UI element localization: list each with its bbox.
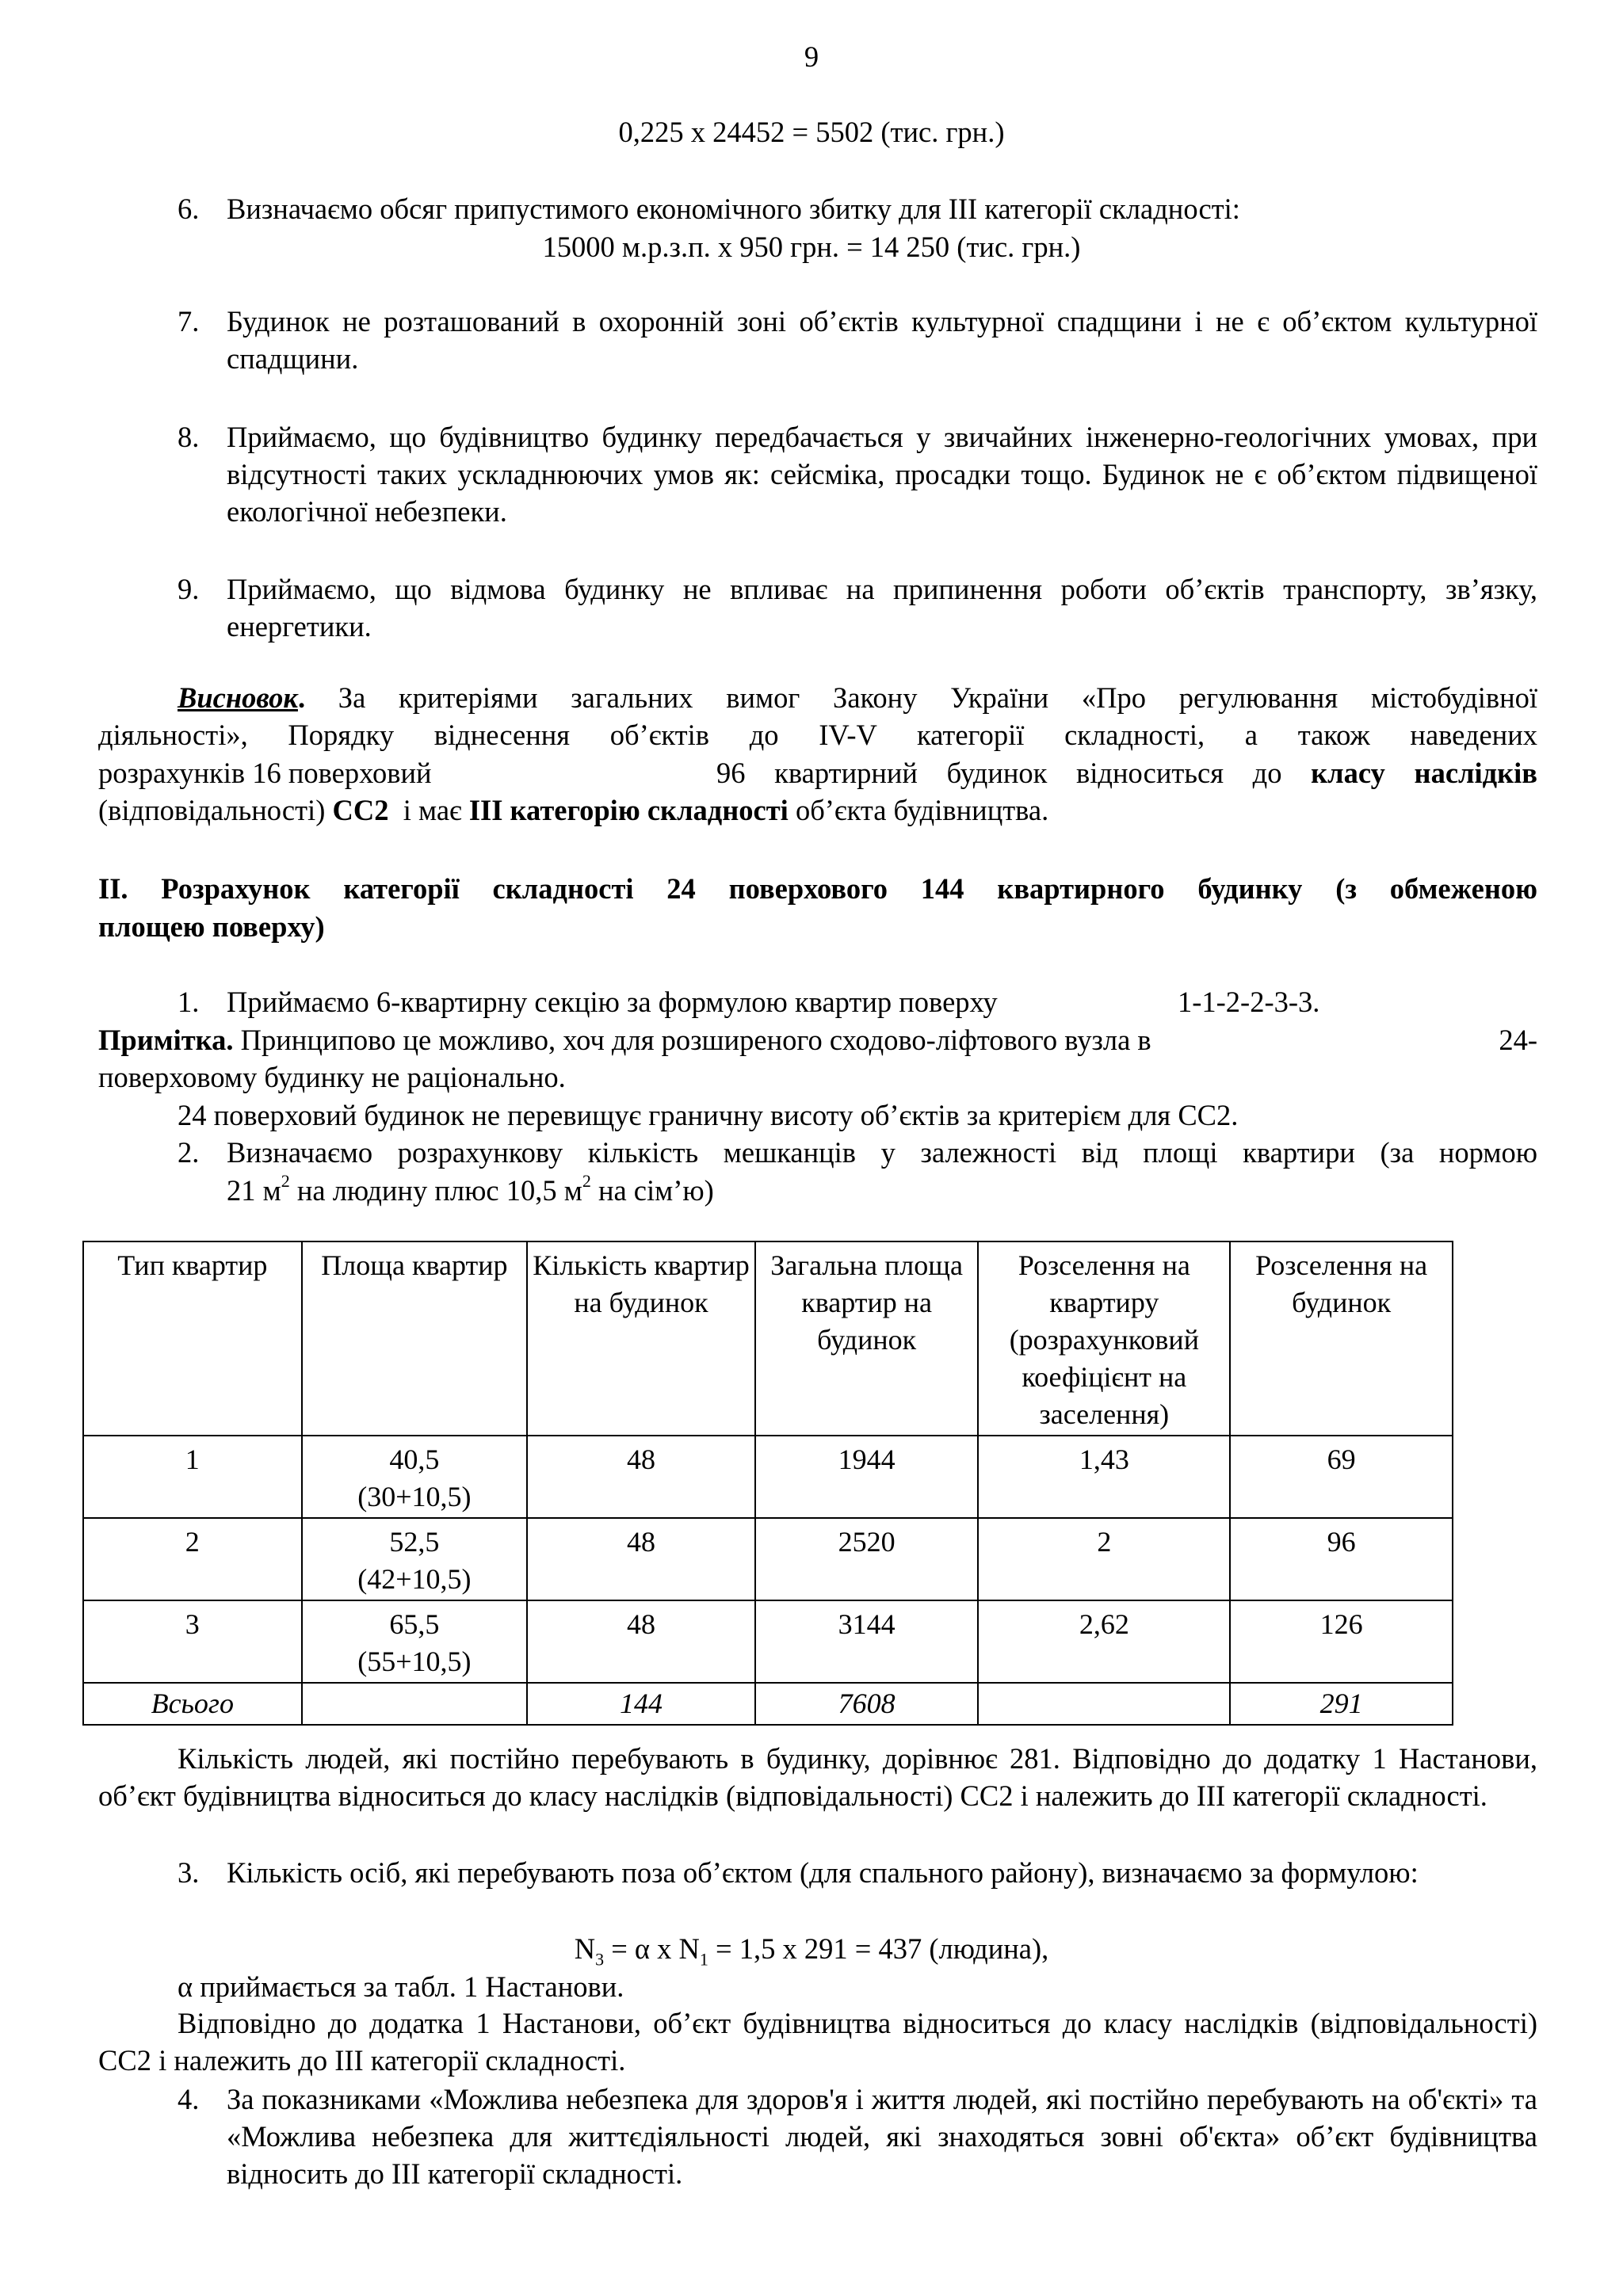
table-cell-area: 52,5 (42+10,5) [302, 1518, 528, 1600]
alpha-line: α приймається за табл. 1 Настанови. [178, 1970, 624, 2003]
note-line2: поверховому будинку не раціонально. [98, 1061, 566, 1093]
cc2-class: СС2 [332, 794, 389, 826]
s2-item3-text: Кількість осіб, які перебувають поза об’єктом (для спального району), визначаємо за формулою: [227, 1856, 1419, 1889]
item7-text: Будинок не розташований в охоронній зоні об’єктів культурної спадщини і не є об’єктом культурної спадщини. [227, 305, 1537, 375]
item7-number: 7. [178, 305, 200, 338]
conclusion-line1: Висновок. За критеріями загальних вимог Закону України «Про регулювання містобудівної [178, 681, 1538, 714]
table-cell-total-area: 2520 [755, 1518, 979, 1600]
table-header-cell: Площа квартир [302, 1241, 528, 1436]
s2-item1-number: 1. [178, 986, 200, 1018]
s2-item1-text: Приймаємо 6-квартирну секцію за формулою квартир поверху [227, 986, 998, 1018]
people-paragraph: Кількість людей, які постійно перебувають в будинку, дорівнює 281. Відповідно до додатку 1 Настанови, об’єкт будівництва відноситься до класу наслідків (відповідальності) СС2 і належить до ІІІ категорії складності. [98, 1742, 1537, 1812]
table-total-area: 7608 [755, 1683, 979, 1725]
item6-text: Визначаємо обсяг припустимого економічного збитку для ІІІ категорії складності: [227, 193, 1240, 225]
table-header-row [83, 1241, 1453, 1436]
note-line1: Примітка. Принципово це можливо, хоч для розширеного сходово-ліфтового вузла в 24- [98, 1024, 1537, 1056]
document-page: 9 0,225 х 24452 = 5502 (тис. грн.) 6. Визначаємо обсяг припустимого економічного збитку для ІІІ категорії складності: 15000 м.р.з.п. х 950 грн. = 14 250 (тис. грн.) 7. Будинок не розташований в охоронній зоні об’єктів культурної спадщини і не є об’єктом культурної спадщини. 8. Приймаємо, що будівництво будинку передбачається у звичайних інженерно-геологічних умовах, при відсутності таких ускладнюючих умов як: сейсміка, просадки тощо. Будинок не є об’єктом підвищеної екологічної небезпеки. 9. Приймаємо, що відмова будинку не впливає на припинення роботи об’єктів транспорту, зв’язку, енергетики. Висновок. За критеріями загальних вимог Закону України «Про регулювання містобудівної діяльності», Порядку віднесення об’єктів до IV-V категорії складності, а також наведених розрахунків 16 поверховий 96 квартирний будинок відноситься до класу наслідків (відповідальності) СС2 і має ІІІ категорію складності об’єкта будівництва. ІІ. Розрахунок категорії складності 24 поверхового 144 квартирного будинку (з обмеженою площею поверху) 1. Приймаємо 6-квартирну секцію за формулою квартир поверху 1-1-2-2-3-3. Примітка. Принципово це можливо, хоч для розширеного сходово-ліфтового вузла в 24- поверховому будинку не раціонально. 24 поверховий будинок не перевищує граничну висоту об’єктів за критерієм для СС2. 2. Визначаємо розрахункову кількість мешканців у залежності від площі квартири (за нормою 21 $м^2$ на людину плюс 10,5 $м^2$ на сім’ю) Тип квартир Площа квартир Кількість квартир на будинок Загальна площа квартир на будинок Розселення на квартиру (розрахунковий коефіцієнт на заселення) Розселення на будинок 1 40,5 (30+10,5) 48 1944 1,43 69 2 52,5 (42+10,5) 48 2520 2 96 3 65,5 (55+10,5) 48 3144 2,62 126 Всього 144 7608 291 Кількість людей, які постійно перебувають в будинку, дорівнює 281. Відповідно до додатку 1 Настанови, об’єкт будівництва відноситься до класу наслідків (відповідальності) СС2 і належить до ІІІ категорії складності. 3. Кількість осіб, які перебувають поза об’єктом (для спального району), визначаємо за формулою: $N_3 = \alpha$ х $N_1 = 1,5$ х 291 = 437 (людина), α приймається за табл. 1 Настанови. Відповідно до додатка 1 Настанови, об’єкт будівництва відноситься до класу наслідків (відповідальності) СС2 і належить до ІІІ категорії складності. 4. За показниками «Можлива небезпека для здоров'я і життя людей, які постійно перебувають на об'єкті» та «Можлива небезпека для життєдіяльності людей, які знаходяться зовні об'єкта» об’єкт будівництва відносить до ІІІ категорії складності. [0, 0, 1623, 2296]
s2-item3-number: 3. [178, 1856, 200, 1889]
cc2-paragraph: Відповідно до додатка 1 Настанови, об’єкт будівництва відноситься до класу наслідків (відповідальності) СС2 і належить до ІІІ категорії складності. [98, 2007, 1537, 2077]
table-total-row [83, 1683, 1453, 1725]
table-cell-count: 48 [527, 1436, 755, 1518]
table-row [83, 1518, 1453, 1600]
table-row [83, 1600, 1453, 1683]
conclusion-label: Висновок [178, 681, 298, 714]
item9-number: 9. [178, 573, 200, 605]
note-line3: 24 поверховий будинок не перевищує граничну висоту об’єктів за критерієм для СС2. [178, 1099, 1239, 1131]
formula-top: 0,225 х 24452 = 5502 (тис. грн.) [618, 116, 1005, 148]
table-cell-per-apartment: 2,62 [978, 1600, 1230, 1683]
table-cell-count: 48 [527, 1600, 755, 1683]
section2-heading-line1: ІІ. Розрахунок категорії складності 24 поверхового 144 квартирного будинку (з обмеженою [98, 872, 1537, 905]
table-cell-per-building: 126 [1230, 1600, 1453, 1683]
s2-item2-line1: Визначаємо розрахункову кількість мешканців у залежності від площі квартири (за нормою [227, 1136, 1537, 1169]
table-header-cell: Розселення на квартиру (розрахунковий коефіцієнт на заселення) [978, 1241, 1230, 1436]
table-header-cell: Кількість квартир на будинок [527, 1241, 755, 1436]
s2-item1-formula: 1-1-2-2-3-3. [1178, 986, 1320, 1018]
table-cell-area: 65,5 (55+10,5) [302, 1600, 528, 1683]
apartments-table [82, 1241, 1453, 1726]
table-cell-per-building: 69 [1230, 1436, 1453, 1518]
table-cell-type: 3 [83, 1600, 302, 1683]
s2-item2-number: 2. [178, 1136, 200, 1169]
note-label: Примітка. [98, 1024, 234, 1056]
item8-number: 8. [178, 421, 200, 453]
table-total-empty [302, 1683, 528, 1725]
table-cell-per-apartment: 2 [978, 1518, 1230, 1600]
page-number: 9 [804, 40, 819, 73]
item6-formula: 15000 м.р.з.п. х 950 грн. = 14 250 (тис. грн.) [542, 231, 1081, 263]
s2-item2-line2: 21 $м^2$ на людину плюс 10,5 $м^2$ на сім’ю) [227, 1170, 714, 1207]
table-cell-area: 40,5 (30+10,5) [302, 1436, 528, 1518]
s2-item4-text: За показниками «Можлива небезпека для здоров'я і життя людей, які постійно перебувають на об'єкті» та «Можлива небезпека для життєдіяльності людей, які знаходяться зовні об'єкта» об’єкт будівництва відносить до ІІІ категорії складності. [227, 2083, 1537, 2190]
item8-text: Приймаємо, що будівництво будинку передбачається у звичайних інженерно-геологічних умовах, при відсутності таких ускладнюючих умов як: сейсміка, просадки тощо. Будинок не є об’єктом підвищеної екологічної небезпеки. [227, 421, 1537, 528]
table-header-cell: Загальна площа квартир на будинок [755, 1241, 979, 1436]
conclusion-line2: діяльності», Порядку віднесення об’єктів до IV-V категорії складності, а також наведених [98, 719, 1537, 751]
table-header-cell: Тип квартир [83, 1241, 302, 1436]
table-cell-total-area: 1944 [755, 1436, 979, 1518]
s2-item3-formula: $N_3 = \alpha$ х $N_1 = 1,5$ х 291 = 437 (людина), [574, 1932, 1049, 1970]
table-cell-count: 48 [527, 1518, 755, 1600]
section2-heading-line2: площею поверху) [98, 910, 325, 943]
conclusion-line4: (відповідальності) СС2 і має ІІІ категорію складності об’єкта будівництва. [98, 794, 1049, 826]
item6-number: 6. [178, 193, 200, 225]
table-total-label: Всього [83, 1683, 302, 1725]
s2-item4-number: 4. [178, 2083, 200, 2115]
table-cell-type: 2 [83, 1518, 302, 1600]
table-cell-per-building: 96 [1230, 1518, 1453, 1600]
table-row [83, 1436, 1453, 1518]
table-total-per-building: 291 [1230, 1683, 1453, 1725]
table-total-count: 144 [527, 1683, 755, 1725]
table-header-cell: Розселення на будинок [1230, 1241, 1453, 1436]
item9-text: Приймаємо, що відмова будинку не впливає на припинення роботи об’єктів транспорту, зв’язку, енергетики. [227, 573, 1537, 643]
table-cell-total-area: 3144 [755, 1600, 979, 1683]
table-cell-per-apartment: 1,43 [978, 1436, 1230, 1518]
table-total-empty [978, 1683, 1230, 1725]
table-cell-type: 1 [83, 1436, 302, 1518]
